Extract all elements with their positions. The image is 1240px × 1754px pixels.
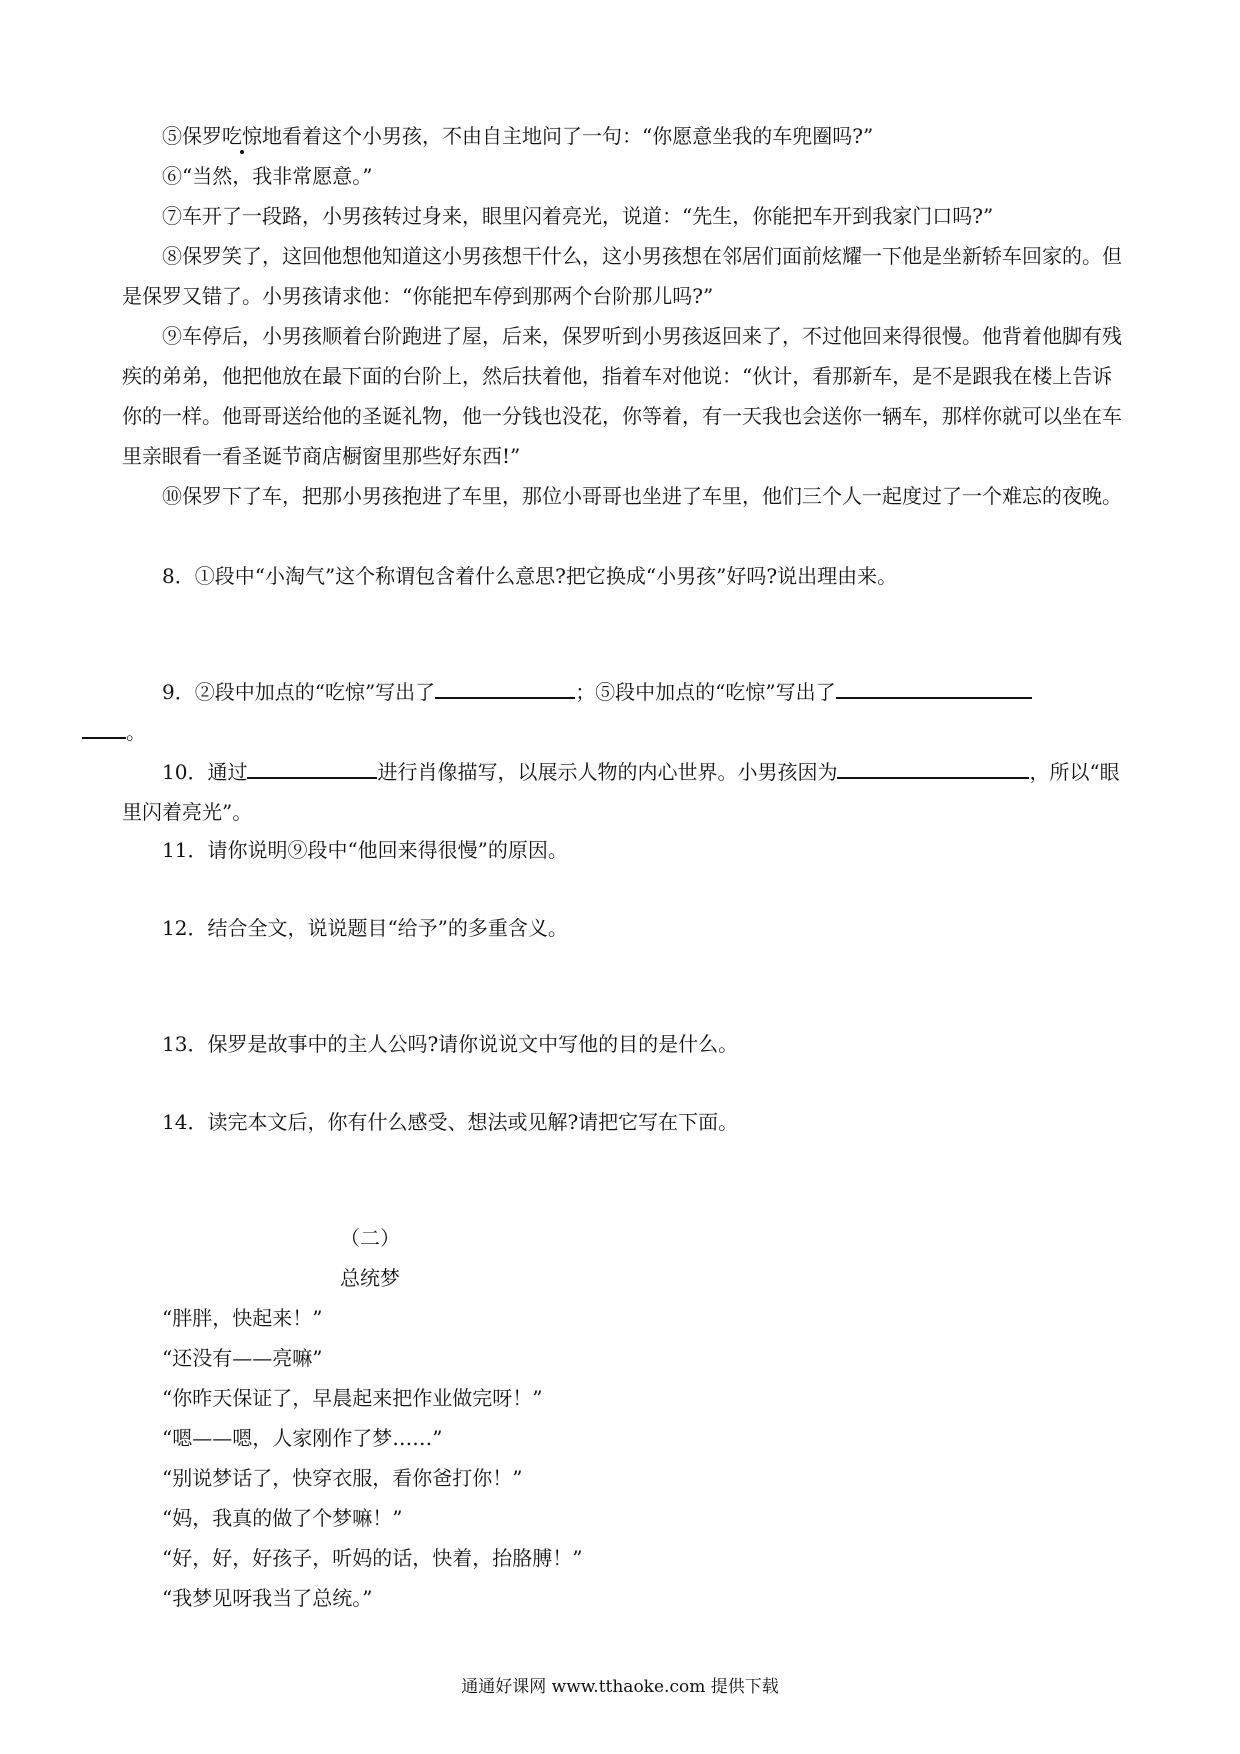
section-number: （二） (340, 1226, 400, 1250)
dialogue-line: “还没有——亮嘛” (162, 1346, 323, 1370)
answer-blank-10a[interactable] (247, 757, 377, 779)
paragraph-5-rest: 地看着这个小男孩，不由自主地问了一句：“你愿意坐我的车兜圈吗?” (262, 124, 874, 148)
question-10 (122, 752, 1130, 832)
paragraph-10: ⑩保罗下了车，把那小男孩抱进了车里，那位小哥哥也坐进了车里，他们三个人一起度过了一个难忘的夜晚。 (162, 484, 1122, 508)
answer-blank-9b[interactable] (836, 677, 1032, 699)
dialogue-line: “我梦见呀我当了总统。” (162, 1586, 373, 1610)
question-11: 11．请你说明⑨段中“他回来得很慢”的原因。 (162, 838, 568, 862)
answer-blank-9b-continued[interactable] (82, 717, 126, 739)
question-12: 12．结合全文，说说题目“给予”的多重含义。 (162, 916, 568, 940)
paragraph-5 (122, 116, 1130, 156)
question-9 (122, 672, 1130, 752)
dialogue-line: “妈，我真的做了个梦嘛！” (162, 1506, 403, 1530)
page-footer: 通通好课网 www.tthaoke.com 提供下载 (461, 1677, 779, 1697)
paragraph-8: ⑧保罗笑了，这回他想他知道这小男孩想干什么，这小男孩想在邻居们面前炫耀一下他是坐新轿车回家的。但是保罗又错了。小男孩请求他：“你能把车停到那两个台阶那儿吗?” (122, 244, 1122, 308)
question-8: 8．①段中“小淘气”这个称谓包含着什么意思?把它换成“小男孩”好吗?说出理由来。 (162, 564, 898, 588)
answer-blank-9a[interactable] (435, 677, 575, 699)
question-13: 13．保罗是故事中的主人公吗?请你说说文中写他的目的是什么。 (162, 1032, 739, 1056)
dialogue-line: “嗯——嗯，人家刚作了梦……” (162, 1426, 443, 1450)
question-9-part-b: ；⑤段中加点的“吃惊”写出了 (575, 680, 836, 704)
question-10-part-c: ，所以“眼里闪着亮光”。 (122, 760, 1120, 824)
question-9-part-c: 。 (126, 720, 146, 744)
question-10-part-a: 10．通过 (162, 760, 248, 784)
question-9-part-a: 9．②段中加点的“吃惊”写出了 (162, 680, 436, 704)
dialogue-line: “别说梦话了，快穿衣服，看你爸打你！” (162, 1466, 523, 1490)
question-14: 14．读完本文后，你有什么感受、想法或见解?请把它写在下面。 (162, 1110, 739, 1134)
paragraph-9: ⑨车停后，小男孩顺着台阶跑进了屋，后来，保罗听到小男孩返回来了，不过他回来得很慢。他背着他脚有残疾的弟弟，他把他放在最下面的台阶上，然后扶着他，指着车对他说：“伙计，看那新车，是不是跟我在楼上告诉你的一样。他哥哥送给他的圣诞礼物，他一分钱也没花，你等着，有一天我也会送你一辆车，那样你就可以坐在车里亲眼看一看圣诞节商店橱窗里那些好东西!” (122, 324, 1122, 468)
dialogue-line: “好，好，好孩子，听妈的话，快着，抬胳膊！” (162, 1546, 583, 1570)
emphasis-dotted-word: 吃惊 (222, 124, 262, 148)
dialogue-line: “胖胖，快起来！” (162, 1306, 323, 1330)
section-title: 总统梦 (340, 1266, 400, 1290)
paragraph-6: ⑥“当然，我非常愿意。” (162, 164, 373, 188)
paragraph-7: ⑦车开了一段路，小男孩转过身来，眼里闪着亮光，说道：“先生，你能把车开到我家门口吗?” (162, 204, 994, 228)
dialogue-line: “你昨天保证了，早晨起来把作业做完呀！” (162, 1386, 543, 1410)
answer-blank-10b[interactable] (837, 757, 1029, 779)
question-10-part-b: 进行肖像描写，以展示人物的内心世界。小男孩因为 (377, 760, 838, 784)
paragraph-5-start: ⑤保罗 (162, 124, 222, 148)
